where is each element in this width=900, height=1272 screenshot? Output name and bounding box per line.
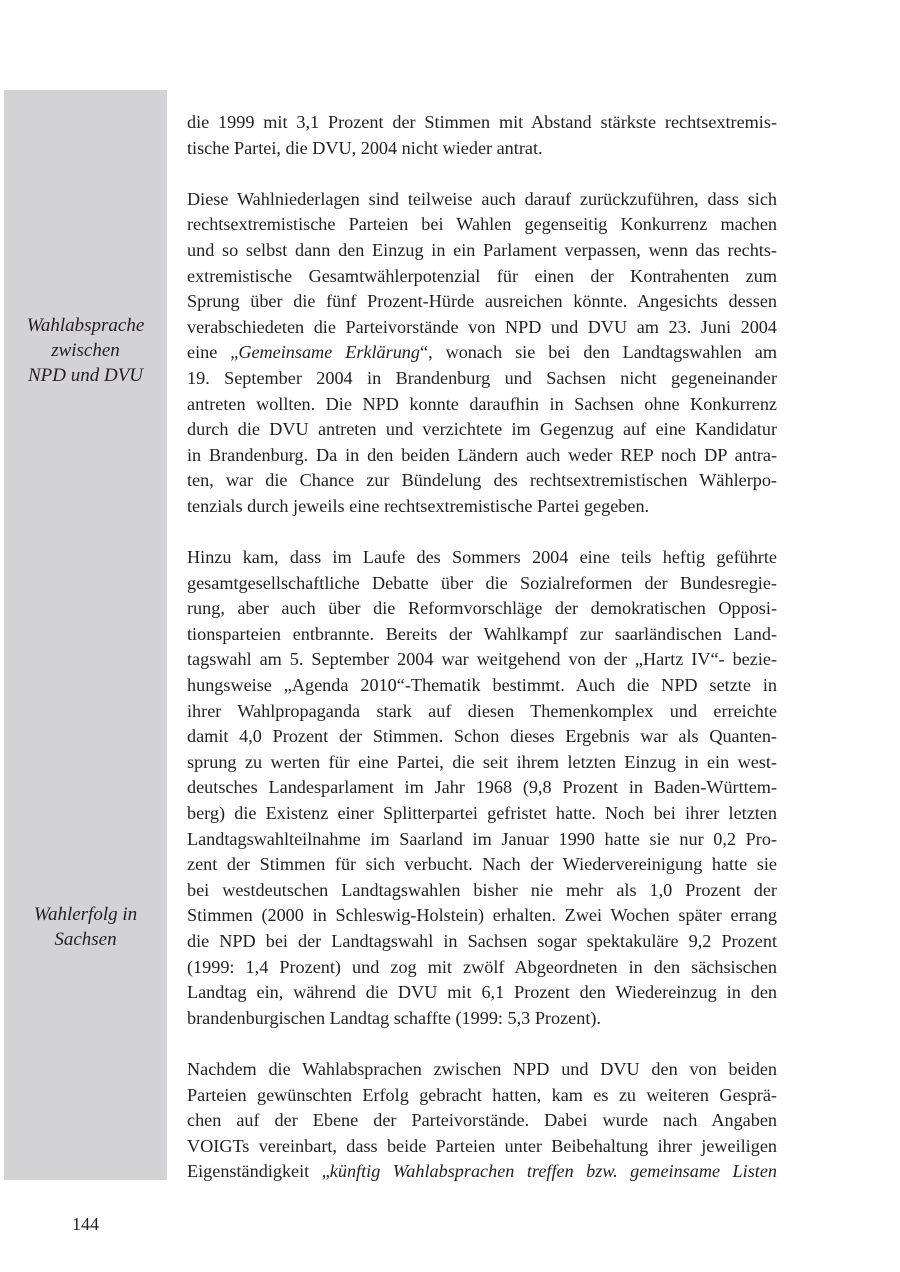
text-line: bei westdeutschen Landtagswahlen bisher nie mehr als 1,0 Prozent der xyxy=(187,879,777,900)
text-line: hungsweise „Agenda 2010“-Thematik bestimmt. Auch die NPD setzte in xyxy=(187,675,777,696)
text-line: die NPD bei der Landtagswahl in Sachsen sogar spektakuläre 9,2 Prozent xyxy=(187,931,777,951)
text-line: antreten wollten. Die NPD konnte daraufhin in Sachsen ohne Konkurrenz xyxy=(187,393,777,414)
margin-note-wahlabsprache xyxy=(4,313,167,388)
margin-band xyxy=(4,90,167,1180)
text-line: Diese Wahlniederlagen sind teilweise auch darauf zurückzuführen, dass sich xyxy=(187,188,777,209)
text-line: eine „Gemeinsame Erklärung“, wonach sie bei den Landtagswahlen am xyxy=(187,342,777,363)
text-line: tagswahl am 5. September 2004 war weitgehend von der „Hartz IV“- bezie- xyxy=(187,649,777,670)
text-line: ten, war die Chance zur Bündelung des rechtsextremistischen Wählerpo- xyxy=(187,470,777,491)
text-line: durch die DVU antreten und verzichtete im Gegenzug auf eine Kandidatur xyxy=(187,419,777,440)
text-line: chen auf der Ebene der Parteivorstände. Dabei wurde nach Angaben xyxy=(187,1110,777,1131)
margin-note-line: Sachsen xyxy=(54,929,117,950)
margin-note-line: Wahlerfolg in xyxy=(33,904,138,925)
margin-note-line: Wahlabsprache xyxy=(26,315,145,336)
text-line: sprung zu werten für eine Partei, die seit ihrem letzten Einzug in ein west- xyxy=(187,751,777,772)
text-line: Landtagswahlteilnahme im Saarland im Januar 1990 hatte sie nur 0,2 Pro- xyxy=(187,828,777,849)
text-line: Sprung über die fünf Prozent-Hürde ausreichen könnte. Angesichts dessen xyxy=(187,291,777,312)
body-text xyxy=(187,110,777,1211)
margin-note-line: NPD und DVU xyxy=(27,365,144,386)
text-line: extremistische Gesamtwählerpotenzial für einen der Kontrahenten zum xyxy=(187,265,777,286)
text-line: tionsparteien entbrannte. Bereits der Wahlkampf zur saarländischen Land- xyxy=(187,623,777,644)
text-line: und so selbst dann den Einzug in ein Parlament verpassen, wenn das rechts- xyxy=(187,239,777,260)
paragraph-4 xyxy=(187,1057,777,1185)
text-line: rung, aber auch über die Reformvorschläge der demokratischen Opposi- xyxy=(187,598,777,619)
text-line: tenzials durch jeweils eine rechtsextremistische Partei gegeben. xyxy=(187,495,650,516)
text-line: Nachdem die Wahlabsprachen zwischen NPD und DVU den von beiden xyxy=(187,1058,777,1079)
text-line: in Brandenburg. Da in den beiden Ländern auch weder REP noch DP antra- xyxy=(187,444,777,465)
text-line: deutsches Landesparlament im Jahr 1968 (9,8 Prozent in Baden-Württem- xyxy=(187,777,777,798)
text-line: tische Partei, die DVU, 2004 nicht wieder antrat. xyxy=(187,137,543,158)
margin-note-line: zwischen xyxy=(51,340,120,361)
text-line: brandenburgischen Landtag schaffte (1999: 5,3 Prozent). xyxy=(187,1007,601,1028)
text-line: Hinzu kam, dass im Laufe des Sommers 2004 eine teils heftig geführte xyxy=(187,547,777,568)
text-line: Landtag ein, während die DVU mit 6,1 Prozent den Wiedereinzug in den xyxy=(187,982,777,1003)
text-line: zent der Stimmen für sich verbucht. Nach der Wiedervereinigung hatte sie xyxy=(187,854,777,875)
text-line: gesamtgesellschaftliche Debatte über die Sozialreformen der Bundesregie- xyxy=(187,572,777,593)
margin-note-wahlerfolg xyxy=(4,902,167,952)
text-line: berg) die Existenz einer Splitterpartei gefristet hatte. Noch bei ihrer letzten xyxy=(187,803,777,824)
text-line: ihrer Wahlpropaganda stark auf diesen Themenkomplex und erreichte xyxy=(187,700,777,721)
text-line: Eigenständigkeit „künftig Wahlabsprachen treffen bzw. gemeinsame Listen xyxy=(187,1161,777,1182)
italic-quote: künftig Wahlabsprachen treffen bzw. gemeinsame Listen xyxy=(329,1161,777,1182)
text-line: rechtsextremistische Parteien bei Wahlen gegenseitig Konkurrenz machen xyxy=(187,214,777,235)
text-line: Stimmen (2000 in Schleswig-Holstein) erhalten. Zwei Wochen später errang xyxy=(187,905,777,926)
italic-quote: Gemeinsame Erklärung xyxy=(238,342,420,363)
text-line: verabschiedeten die Parteivorstände von NPD und DVU am 23. Juni 2004 xyxy=(187,316,777,337)
text-line: die 1999 mit 3,1 Prozent der Stimmen mit Abstand stärkste rechtsextremis- xyxy=(187,112,777,132)
text-line: (1999: 1,4 Prozent) und zog mit zwölf Abgeordneten in den sächsischen xyxy=(187,956,777,977)
text-line: damit 4,0 Prozent der Stimmen. Schon dieses Ergebnis war als Quanten- xyxy=(187,726,777,747)
paragraph-1 xyxy=(187,110,777,161)
paragraph-3 xyxy=(187,545,777,1031)
text-line: Parteien gewünschten Erfolg gebracht hatten, kam es zu weiteren Gesprä- xyxy=(187,1084,777,1105)
text-line: VOIGTs vereinbart, dass beide Parteien unter Beibehaltung ihrer jeweiligen xyxy=(187,1135,777,1156)
text-line: 19. September 2004 in Brandenburg und Sachsen nicht gegeneinander xyxy=(187,367,777,388)
page-number: 144 xyxy=(72,1214,99,1234)
paragraph-2 xyxy=(187,187,777,520)
